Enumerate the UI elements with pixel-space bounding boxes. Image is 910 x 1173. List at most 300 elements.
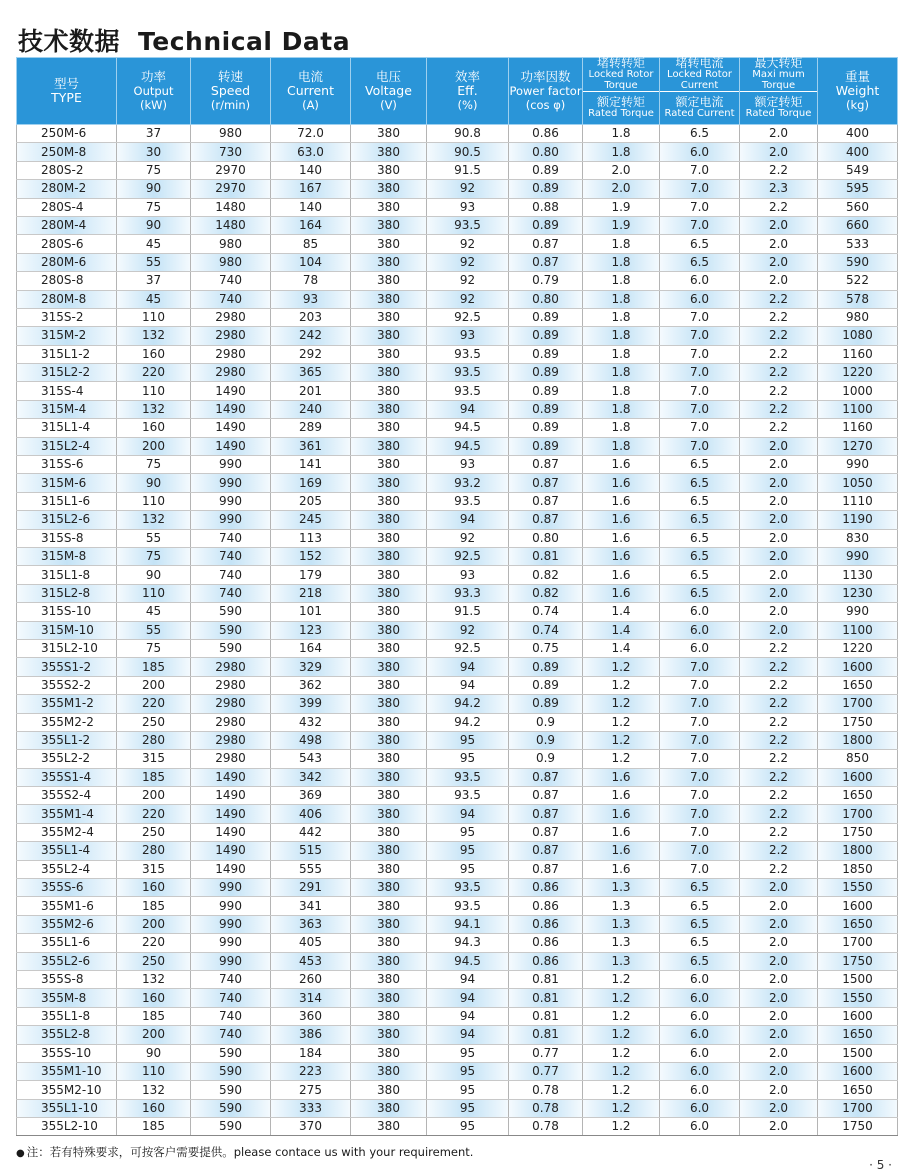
cell-weight: 1160 — [818, 419, 898, 437]
cell-efficiency: 92 — [427, 180, 509, 198]
cell-locked-rotor-current-ratio: 7.0 — [660, 161, 740, 179]
cell-type: 315S-2 — [17, 308, 117, 326]
cell-current: 85 — [271, 235, 351, 253]
cell-power-factor: 0.74 — [509, 603, 583, 621]
cell-locked-rotor-torque-ratio: 1.6 — [583, 456, 660, 474]
cell-locked-rotor-torque-ratio: 1.2 — [583, 1118, 660, 1136]
col-header-speed: 转速 Speed (r/min) — [191, 58, 271, 125]
table-row — [17, 621, 898, 639]
cell-type: 280S-6 — [17, 235, 117, 253]
cell-power-factor: 0.89 — [509, 327, 583, 345]
cell-locked-rotor-torque-ratio: 1.4 — [583, 621, 660, 639]
cell-output: 55 — [117, 621, 191, 639]
cell-type: 355S1-2 — [17, 658, 117, 676]
table-row — [17, 897, 898, 915]
cell-locked-rotor-current-ratio: 6.5 — [660, 492, 740, 510]
cell-locked-rotor-torque-ratio: 1.8 — [583, 235, 660, 253]
cell-locked-rotor-torque-ratio: 1.6 — [583, 492, 660, 510]
table-row — [17, 437, 898, 455]
cell-speed: 990 — [191, 511, 271, 529]
cell-current: 245 — [271, 511, 351, 529]
cell-locked-rotor-torque-ratio: 1.9 — [583, 216, 660, 234]
cell-locked-rotor-torque-ratio: 1.2 — [583, 713, 660, 731]
cell-weight: 990 — [818, 456, 898, 474]
cell-speed: 590 — [191, 639, 271, 657]
cell-voltage: 380 — [351, 566, 427, 584]
cell-maximum-torque-ratio: 2.2 — [740, 161, 818, 179]
cell-speed: 590 — [191, 603, 271, 621]
cell-locked-rotor-current-ratio: 6.5 — [660, 952, 740, 970]
cell-output: 75 — [117, 639, 191, 657]
cell-speed: 1490 — [191, 768, 271, 786]
col-header-output: 功率 Output (kW) — [117, 58, 191, 125]
cell-speed: 740 — [191, 529, 271, 547]
cell-maximum-torque-ratio: 2.0 — [740, 915, 818, 933]
cell-power-factor: 0.82 — [509, 566, 583, 584]
table-row — [17, 529, 898, 547]
cell-power-factor: 0.87 — [509, 805, 583, 823]
cell-efficiency: 93.5 — [427, 492, 509, 510]
cell-locked-rotor-torque-ratio: 1.8 — [583, 125, 660, 143]
technical-data-table — [16, 57, 898, 1136]
cell-voltage: 380 — [351, 584, 427, 602]
cell-locked-rotor-current-ratio: 7.0 — [660, 364, 740, 382]
cell-efficiency: 94.3 — [427, 934, 509, 952]
cell-weight: 1700 — [818, 805, 898, 823]
cell-efficiency: 93 — [427, 327, 509, 345]
cell-power-factor: 0.87 — [509, 492, 583, 510]
cell-power-factor: 0.80 — [509, 290, 583, 308]
cell-speed: 740 — [191, 989, 271, 1007]
cell-locked-rotor-torque-ratio: 1.8 — [583, 143, 660, 161]
cell-efficiency: 93.5 — [427, 897, 509, 915]
table-row — [17, 915, 898, 933]
cell-speed: 990 — [191, 879, 271, 897]
cell-current: 167 — [271, 180, 351, 198]
cell-current: 93 — [271, 290, 351, 308]
cell-type: 250M-8 — [17, 143, 117, 161]
cell-weight: 590 — [818, 253, 898, 271]
cell-current: 341 — [271, 897, 351, 915]
cell-maximum-torque-ratio: 2.2 — [740, 345, 818, 363]
cell-current: 361 — [271, 437, 351, 455]
cell-locked-rotor-torque-ratio: 1.8 — [583, 400, 660, 418]
cell-type: 315L2-10 — [17, 639, 117, 657]
cell-type: 315L1-4 — [17, 419, 117, 437]
cell-type: 355M2-4 — [17, 823, 117, 841]
cell-maximum-torque-ratio: 2.0 — [740, 216, 818, 234]
cell-output: 160 — [117, 345, 191, 363]
cell-efficiency: 93 — [427, 566, 509, 584]
cell-current: 275 — [271, 1081, 351, 1099]
cell-current: 104 — [271, 253, 351, 271]
cell-efficiency: 94 — [427, 676, 509, 694]
cell-speed: 1490 — [191, 787, 271, 805]
table-body — [17, 125, 898, 1136]
cell-type: 355L2-2 — [17, 750, 117, 768]
cell-weight: 1220 — [818, 639, 898, 657]
cell-voltage: 380 — [351, 308, 427, 326]
col-header-maximum-torque: 最大转矩 Maxi mum Torque 额定转矩 Rated Torque — [740, 58, 818, 125]
cell-maximum-torque-ratio: 2.0 — [740, 1099, 818, 1117]
cell-locked-rotor-current-ratio: 7.0 — [660, 180, 740, 198]
cell-voltage: 380 — [351, 750, 427, 768]
cell-weight: 1800 — [818, 731, 898, 749]
cell-maximum-torque-ratio: 2.0 — [740, 879, 818, 897]
cell-voltage: 380 — [351, 437, 427, 455]
cell-locked-rotor-current-ratio: 6.0 — [660, 639, 740, 657]
cell-type: 280S-8 — [17, 272, 117, 290]
cell-voltage: 380 — [351, 1118, 427, 1136]
cell-locked-rotor-current-ratio: 6.5 — [660, 125, 740, 143]
footnote-text: 注：若有特殊要求，可按客户需要提供。please contace us with your requirement. — [26, 1145, 474, 1159]
cell-maximum-torque-ratio: 2.2 — [740, 327, 818, 345]
cell-output: 200 — [117, 437, 191, 455]
cell-locked-rotor-torque-ratio: 1.2 — [583, 676, 660, 694]
cell-locked-rotor-current-ratio: 6.0 — [660, 1099, 740, 1117]
cell-locked-rotor-current-ratio: 6.5 — [660, 474, 740, 492]
cell-locked-rotor-torque-ratio: 1.2 — [583, 658, 660, 676]
col-header-weight: 重量 Weight (kg) — [818, 58, 898, 125]
cell-speed: 990 — [191, 474, 271, 492]
cell-efficiency: 94 — [427, 400, 509, 418]
cell-power-factor: 0.78 — [509, 1099, 583, 1117]
cell-weight: 1600 — [818, 897, 898, 915]
cell-voltage: 380 — [351, 805, 427, 823]
cell-maximum-torque-ratio: 2.0 — [740, 235, 818, 253]
cell-efficiency: 92 — [427, 253, 509, 271]
cell-output: 132 — [117, 1081, 191, 1099]
cell-locked-rotor-current-ratio: 6.0 — [660, 1062, 740, 1080]
cell-speed: 1490 — [191, 842, 271, 860]
cell-type: 355S-8 — [17, 970, 117, 988]
cell-locked-rotor-current-ratio: 7.0 — [660, 327, 740, 345]
cell-weight: 1700 — [818, 695, 898, 713]
cell-power-factor: 0.89 — [509, 364, 583, 382]
cell-voltage: 380 — [351, 1099, 427, 1117]
table-row — [17, 235, 898, 253]
table-row — [17, 566, 898, 584]
cell-type: 355L2-10 — [17, 1118, 117, 1136]
cell-current: 169 — [271, 474, 351, 492]
cell-speed: 980 — [191, 253, 271, 271]
cell-type: 355M-8 — [17, 989, 117, 1007]
cell-locked-rotor-current-ratio: 6.5 — [660, 529, 740, 547]
cell-efficiency: 91.5 — [427, 161, 509, 179]
cell-speed: 2980 — [191, 345, 271, 363]
cell-output: 75 — [117, 198, 191, 216]
cell-maximum-torque-ratio: 2.0 — [740, 1026, 818, 1044]
cell-weight: 1110 — [818, 492, 898, 510]
cell-current: 164 — [271, 216, 351, 234]
cell-power-factor: 0.86 — [509, 897, 583, 915]
cell-speed: 740 — [191, 1026, 271, 1044]
cell-current: 72.0 — [271, 125, 351, 143]
footnote — [16, 1144, 473, 1160]
cell-speed: 2980 — [191, 695, 271, 713]
cell-output: 132 — [117, 970, 191, 988]
cell-current: 515 — [271, 842, 351, 860]
cell-locked-rotor-torque-ratio: 1.2 — [583, 1044, 660, 1062]
cell-maximum-torque-ratio: 2.2 — [740, 639, 818, 657]
cell-weight: 1750 — [818, 1118, 898, 1136]
cell-locked-rotor-torque-ratio: 1.2 — [583, 970, 660, 988]
cell-type: 355M1-4 — [17, 805, 117, 823]
cell-power-factor: 0.87 — [509, 456, 583, 474]
cell-maximum-torque-ratio: 2.0 — [740, 547, 818, 565]
table-row — [17, 603, 898, 621]
cell-speed: 1480 — [191, 198, 271, 216]
cell-current: 365 — [271, 364, 351, 382]
cell-locked-rotor-torque-ratio: 1.6 — [583, 768, 660, 786]
cell-output: 75 — [117, 456, 191, 474]
cell-type: 315M-2 — [17, 327, 117, 345]
cell-voltage: 380 — [351, 272, 427, 290]
cell-efficiency: 95 — [427, 1044, 509, 1062]
col-header-voltage: 电压 Voltage (V) — [351, 58, 427, 125]
cell-type: 355L2-6 — [17, 952, 117, 970]
cell-weight: 1650 — [818, 676, 898, 694]
cell-efficiency: 94.5 — [427, 419, 509, 437]
cell-voltage: 380 — [351, 934, 427, 952]
cell-power-factor: 0.75 — [509, 639, 583, 657]
cell-efficiency: 90.5 — [427, 143, 509, 161]
cell-efficiency: 93.3 — [427, 584, 509, 602]
cell-efficiency: 95 — [427, 823, 509, 841]
cell-locked-rotor-torque-ratio: 1.3 — [583, 934, 660, 952]
cell-voltage: 380 — [351, 879, 427, 897]
cell-maximum-torque-ratio: 2.0 — [740, 143, 818, 161]
cell-voltage: 380 — [351, 1044, 427, 1062]
cell-locked-rotor-torque-ratio: 1.3 — [583, 879, 660, 897]
cell-speed: 2980 — [191, 658, 271, 676]
cell-speed: 730 — [191, 143, 271, 161]
cell-speed: 740 — [191, 547, 271, 565]
cell-type: 280M-6 — [17, 253, 117, 271]
cell-speed: 990 — [191, 492, 271, 510]
cell-weight: 1650 — [818, 787, 898, 805]
cell-maximum-torque-ratio: 2.0 — [740, 970, 818, 988]
cell-efficiency: 93.5 — [427, 216, 509, 234]
cell-power-factor: 0.89 — [509, 308, 583, 326]
cell-voltage: 380 — [351, 952, 427, 970]
cell-locked-rotor-current-ratio: 7.0 — [660, 658, 740, 676]
cell-type: 315L1-8 — [17, 566, 117, 584]
cell-maximum-torque-ratio: 2.2 — [740, 419, 818, 437]
cell-type: 315S-6 — [17, 456, 117, 474]
cell-power-factor: 0.86 — [509, 879, 583, 897]
cell-voltage: 380 — [351, 180, 427, 198]
cell-voltage: 380 — [351, 216, 427, 234]
cell-efficiency: 95 — [427, 842, 509, 860]
cell-locked-rotor-current-ratio: 6.5 — [660, 566, 740, 584]
cell-current: 164 — [271, 639, 351, 657]
cell-power-factor: 0.81 — [509, 547, 583, 565]
cell-maximum-torque-ratio: 2.0 — [740, 1118, 818, 1136]
cell-output: 280 — [117, 731, 191, 749]
cell-maximum-torque-ratio: 2.0 — [740, 272, 818, 290]
cell-current: 201 — [271, 382, 351, 400]
cell-maximum-torque-ratio: 2.2 — [740, 676, 818, 694]
cell-locked-rotor-torque-ratio: 1.2 — [583, 750, 660, 768]
cell-locked-rotor-torque-ratio: 1.2 — [583, 1007, 660, 1025]
cell-output: 110 — [117, 584, 191, 602]
cell-locked-rotor-torque-ratio: 1.2 — [583, 1026, 660, 1044]
table-row — [17, 1026, 898, 1044]
cell-efficiency: 92.5 — [427, 547, 509, 565]
cell-speed: 590 — [191, 1044, 271, 1062]
cell-efficiency: 95 — [427, 1099, 509, 1117]
cell-speed: 2970 — [191, 180, 271, 198]
cell-speed: 740 — [191, 290, 271, 308]
cell-efficiency: 93 — [427, 456, 509, 474]
table-row — [17, 879, 898, 897]
cell-locked-rotor-current-ratio: 6.5 — [660, 934, 740, 952]
cell-voltage: 380 — [351, 915, 427, 933]
cell-output: 75 — [117, 161, 191, 179]
cell-efficiency: 94.2 — [427, 695, 509, 713]
cell-type: 315M-6 — [17, 474, 117, 492]
cell-voltage: 380 — [351, 492, 427, 510]
cell-maximum-torque-ratio: 2.0 — [740, 253, 818, 271]
cell-maximum-torque-ratio: 2.0 — [740, 511, 818, 529]
cell-efficiency: 94 — [427, 658, 509, 676]
cell-voltage: 380 — [351, 897, 427, 915]
cell-locked-rotor-current-ratio: 6.5 — [660, 879, 740, 897]
cell-weight: 522 — [818, 272, 898, 290]
cell-maximum-torque-ratio: 2.3 — [740, 180, 818, 198]
cell-locked-rotor-current-ratio: 6.0 — [660, 1081, 740, 1099]
cell-efficiency: 94 — [427, 989, 509, 1007]
cell-locked-rotor-current-ratio: 6.0 — [660, 603, 740, 621]
cell-locked-rotor-current-ratio: 6.5 — [660, 456, 740, 474]
cell-power-factor: 0.89 — [509, 345, 583, 363]
cell-weight: 1160 — [818, 345, 898, 363]
cell-power-factor: 0.80 — [509, 143, 583, 161]
cell-current: 78 — [271, 272, 351, 290]
cell-speed: 990 — [191, 915, 271, 933]
cell-locked-rotor-torque-ratio: 1.3 — [583, 915, 660, 933]
cell-maximum-torque-ratio: 2.0 — [740, 989, 818, 1007]
cell-type: 355S1-4 — [17, 768, 117, 786]
table-row — [17, 456, 898, 474]
cell-weight: 830 — [818, 529, 898, 547]
cell-efficiency: 93.5 — [427, 382, 509, 400]
col-header-type: 型号 TYPE — [17, 58, 117, 125]
cell-locked-rotor-torque-ratio: 1.2 — [583, 989, 660, 1007]
cell-voltage: 380 — [351, 547, 427, 565]
cell-current: 140 — [271, 198, 351, 216]
cell-locked-rotor-torque-ratio: 1.3 — [583, 952, 660, 970]
table-row — [17, 952, 898, 970]
cell-voltage: 380 — [351, 364, 427, 382]
cell-speed: 740 — [191, 272, 271, 290]
cell-voltage: 380 — [351, 713, 427, 731]
cell-type: 355L1-4 — [17, 842, 117, 860]
cell-output: 200 — [117, 787, 191, 805]
cell-power-factor: 0.74 — [509, 621, 583, 639]
cell-power-factor: 0.87 — [509, 787, 583, 805]
cell-output: 200 — [117, 676, 191, 694]
table-row — [17, 639, 898, 657]
cell-power-factor: 0.9 — [509, 713, 583, 731]
cell-output: 185 — [117, 768, 191, 786]
cell-locked-rotor-current-ratio: 6.5 — [660, 235, 740, 253]
cell-maximum-torque-ratio: 2.0 — [740, 1062, 818, 1080]
cell-weight: 1500 — [818, 970, 898, 988]
cell-current: 292 — [271, 345, 351, 363]
cell-type: 355M2-10 — [17, 1081, 117, 1099]
cell-locked-rotor-current-ratio: 6.5 — [660, 584, 740, 602]
cell-type: 355M2-6 — [17, 915, 117, 933]
cell-weight: 1080 — [818, 327, 898, 345]
cell-voltage: 380 — [351, 731, 427, 749]
cell-power-factor: 0.89 — [509, 216, 583, 234]
cell-efficiency: 94 — [427, 970, 509, 988]
cell-efficiency: 94 — [427, 1007, 509, 1025]
table-row — [17, 1062, 898, 1080]
cell-type: 315L2-6 — [17, 511, 117, 529]
cell-efficiency: 93 — [427, 198, 509, 216]
cell-efficiency: 93.5 — [427, 787, 509, 805]
cell-current: 314 — [271, 989, 351, 1007]
cell-maximum-torque-ratio: 2.2 — [740, 787, 818, 805]
cell-speed: 990 — [191, 456, 271, 474]
cell-locked-rotor-current-ratio: 6.0 — [660, 272, 740, 290]
cell-efficiency: 94.2 — [427, 713, 509, 731]
cell-current: 242 — [271, 327, 351, 345]
cell-output: 160 — [117, 1099, 191, 1117]
cell-locked-rotor-torque-ratio: 1.8 — [583, 308, 660, 326]
cell-maximum-torque-ratio: 2.2 — [740, 842, 818, 860]
cell-voltage: 380 — [351, 621, 427, 639]
cell-maximum-torque-ratio: 2.2 — [740, 382, 818, 400]
cell-maximum-torque-ratio: 2.0 — [740, 1044, 818, 1062]
cell-speed: 740 — [191, 970, 271, 988]
cell-output: 37 — [117, 125, 191, 143]
cell-speed: 590 — [191, 1062, 271, 1080]
cell-locked-rotor-torque-ratio: 2.0 — [583, 161, 660, 179]
table-row — [17, 823, 898, 841]
cell-voltage: 380 — [351, 345, 427, 363]
cell-maximum-torque-ratio: 2.2 — [740, 658, 818, 676]
cell-speed: 590 — [191, 1081, 271, 1099]
cell-power-factor: 0.89 — [509, 658, 583, 676]
cell-maximum-torque-ratio: 2.2 — [740, 364, 818, 382]
cell-speed: 1490 — [191, 805, 271, 823]
cell-weight: 549 — [818, 161, 898, 179]
cell-efficiency: 95 — [427, 1118, 509, 1136]
cell-locked-rotor-torque-ratio: 1.6 — [583, 842, 660, 860]
cell-output: 132 — [117, 327, 191, 345]
cell-current: 140 — [271, 161, 351, 179]
cell-current: 179 — [271, 566, 351, 584]
cell-output: 160 — [117, 879, 191, 897]
cell-type: 355M1-2 — [17, 695, 117, 713]
table-row — [17, 750, 898, 768]
cell-maximum-torque-ratio: 2.0 — [740, 952, 818, 970]
cell-voltage: 380 — [351, 400, 427, 418]
table-row — [17, 474, 898, 492]
cell-current: 405 — [271, 934, 351, 952]
cell-output: 110 — [117, 492, 191, 510]
cell-voltage: 380 — [351, 676, 427, 694]
table-row — [17, 842, 898, 860]
table-row — [17, 713, 898, 731]
cell-locked-rotor-current-ratio: 6.0 — [660, 1007, 740, 1025]
cell-current: 101 — [271, 603, 351, 621]
table-row — [17, 290, 898, 308]
